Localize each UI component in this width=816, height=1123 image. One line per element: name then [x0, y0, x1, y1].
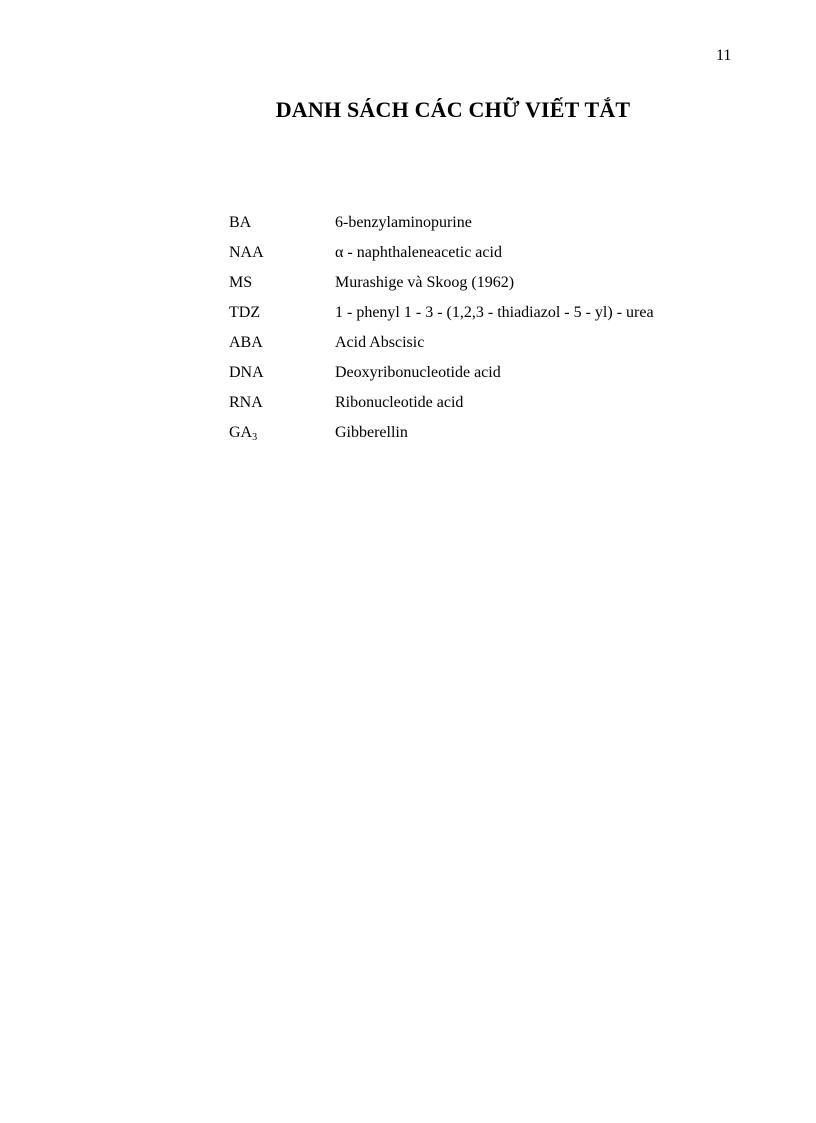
abbreviation-term: NAA — [229, 244, 264, 261]
abbreviation-term: ABA — [229, 334, 263, 351]
abbreviation-term: DNA — [229, 364, 264, 381]
abbreviation-list — [229, 214, 749, 454]
abbreviation-definition: 1 - phenyl 1 - 3 - (1,2,3 - thiadiazol - 5 - yl) - urea — [335, 304, 654, 321]
abbreviation-row — [229, 244, 749, 274]
abbreviation-definition: Ribonucleotide acid — [335, 394, 464, 411]
abbreviation-row — [229, 304, 749, 334]
page-title: DANH SÁCH CÁC CHỮ VIẾT TẮT — [275, 97, 631, 122]
abbreviation-definition: Acid Abscisic — [335, 334, 425, 351]
page-number: 11 — [716, 47, 732, 64]
abbreviation-term: $GA_3$ — [229, 424, 258, 443]
abbreviation-definition: Deoxyribonucleotide acid — [335, 364, 501, 381]
abbreviation-row — [229, 364, 749, 394]
abbreviation-row — [229, 424, 749, 454]
abbreviation-definition: Murashige và Skoog (1962) — [335, 274, 515, 291]
abbreviation-term: RNA — [229, 394, 263, 411]
abbreviation-row — [229, 394, 749, 424]
abbreviation-definition: α - naphthaleneacetic acid — [335, 244, 502, 261]
abbreviation-term: TDZ — [229, 304, 261, 321]
abbreviation-row — [229, 274, 749, 304]
abbreviation-term: BA — [229, 214, 252, 231]
abbreviation-definition: Gibberellin — [335, 424, 408, 441]
abbreviation-term: MS — [229, 274, 253, 291]
abbreviation-row — [229, 334, 749, 364]
abbreviation-definition: 6-benzylaminopurine — [335, 214, 472, 231]
abbreviation-row — [229, 214, 749, 244]
